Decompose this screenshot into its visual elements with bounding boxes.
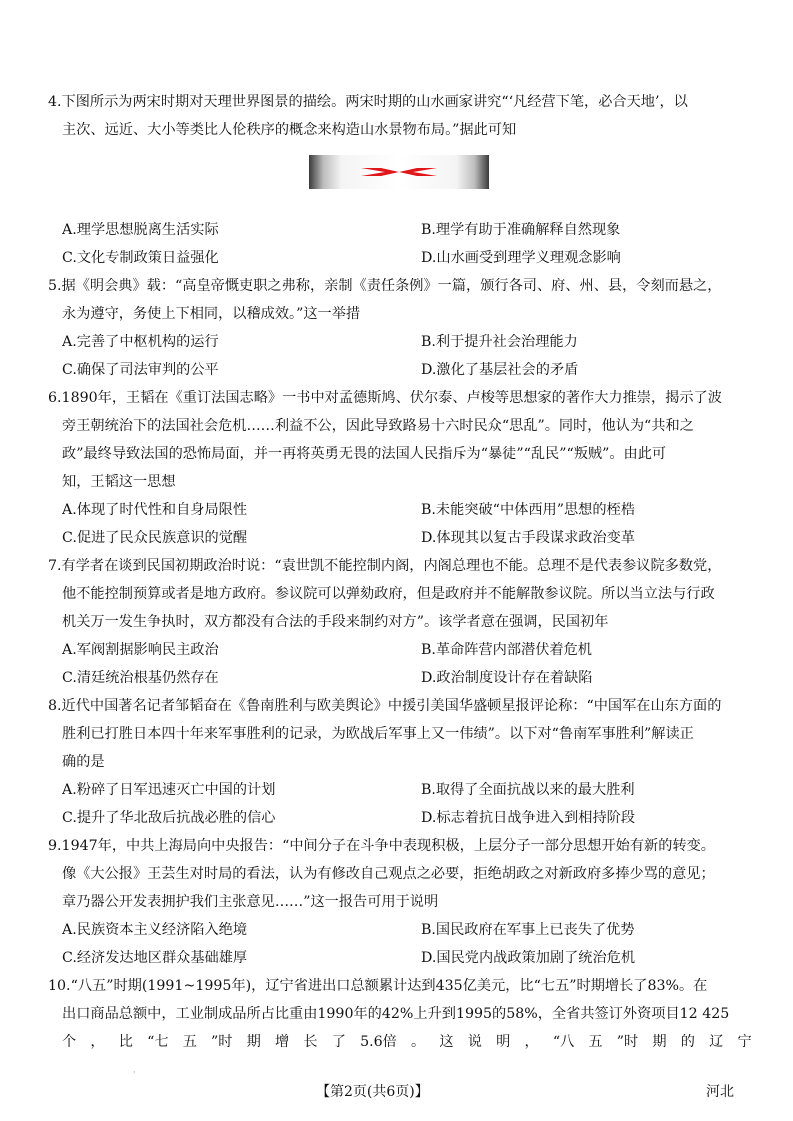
q10-line3-token: 。 bbox=[411, 1034, 426, 1050]
q10-line3-token: 这 bbox=[439, 1034, 454, 1050]
q10-line3-token: 了 bbox=[331, 1034, 346, 1050]
q10-line3-token: ， bbox=[90, 1034, 105, 1050]
q6-option-d[interactable]: D.体现其以复古手段谋求政治变革 bbox=[421, 530, 636, 546]
q7-option-d[interactable]: D.政治制度设计存在着缺陷 bbox=[421, 670, 593, 686]
q6-stem-line3: 政”最终导致法国的恐怖局面，并一再将英勇无畏的法国人民指斥为“暴徒”“乱民”“叛贼”。由此可 bbox=[62, 446, 667, 462]
q10-line3-token: 五 bbox=[588, 1034, 603, 1050]
q10-line3-token: ”时 bbox=[616, 1034, 639, 1050]
q9-option-a[interactable]: A.民族资本主义经济陷入绝境 bbox=[62, 922, 248, 938]
q8-option-d[interactable]: D.标志着抗日战争进入到相持阶段 bbox=[421, 810, 636, 826]
q4-option-b[interactable]: B.理学有助于准确解释自然现象 bbox=[421, 222, 621, 238]
q9-stem-line3: 章乃器公开发表拥护我们主张意见……”这一报告可用于说明 bbox=[62, 894, 439, 910]
q10-line3-token: 的 bbox=[680, 1034, 695, 1050]
q4-option-a[interactable]: A.理学思想脱离生活实际 bbox=[62, 222, 219, 238]
q7-option-a[interactable]: A.军阀割据影响民主政治 bbox=[62, 642, 219, 658]
page-number-footer: 【第2页(共6页)】 bbox=[316, 1084, 429, 1100]
q4-option-c[interactable]: C.文化专制政策日益强化 bbox=[62, 250, 219, 266]
q10-line3-token: 5.6倍 bbox=[360, 1034, 397, 1050]
q10-line3-token: 增 bbox=[275, 1034, 290, 1050]
q6-option-a[interactable]: A.体现了时代性和自身局限性 bbox=[62, 502, 248, 518]
q10-line3-token: 个 bbox=[62, 1034, 77, 1050]
q4-stem-line2: 主次、远近、大小等类比人伦秩序的概念来构造山水景物布局。”据此可知 bbox=[62, 122, 517, 138]
q10-stem-line2: 出口商品总额中，工业制成品所占比重由1990年的42%上升到1995的58%，全省共签订外资项目12 425 bbox=[62, 1006, 730, 1022]
q10-line3-token: 期 bbox=[246, 1034, 261, 1050]
q8-option-c[interactable]: C.提升了华北敌后抗战必胜的信心 bbox=[62, 810, 276, 826]
q5-stem-line1: 5.据《明会典》载：“高皇帝慨吏职之弗称，亲制《责任条例》一篇，颁行各司、府、州、县，令刻而悬之， bbox=[48, 278, 722, 294]
q4-option-d[interactable]: D.山水画受到理学义理观念影响 bbox=[421, 250, 621, 266]
q5-option-c[interactable]: C.确保了司法审判的公平 bbox=[62, 362, 219, 378]
q6-stem-line1: 6.1890年，王韬在《重订法国志略》一书中对孟德斯鸠、伏尔泰、卢梭等思想家的著作大力推崇，揭示了波 bbox=[48, 390, 722, 406]
q4-stem-line1: 4.下图所示为两宋时期对天理世界图景的描绘。两宋时期的山水画家讲究“‘凡经营下笔，必合天地’，以 bbox=[48, 94, 688, 110]
q7-option-c[interactable]: C.清廷统治根基仍然存在 bbox=[62, 670, 219, 686]
q6-option-b[interactable]: B.未能突破“中体西用”思想的桎梏 bbox=[421, 502, 635, 518]
q10-line3-token: 辽 bbox=[709, 1034, 724, 1050]
q6-option-c[interactable]: C.促进了民众民族意识的觉醒 bbox=[62, 530, 248, 546]
region-label: 河北 bbox=[706, 1084, 734, 1100]
q7-stem-line3: 机关万一发生争执时，双方都没有合法的手段来制约对方”。该学者意在强调，民国初年 bbox=[62, 614, 609, 630]
q6-stem-line2: 旁王朝统治下的法国社会危机……利益不公，因此导致路易十六时民众“思乱”。同时，他认为“共和之 bbox=[62, 418, 694, 434]
q10-line3-token: 比 bbox=[118, 1034, 133, 1050]
q5-stem-line2: 永为遵守，务使上下相同，以稽成效。”这一举措 bbox=[62, 306, 361, 322]
q10-stem-line1: 10.“八五”时期(1991~1995年)，辽宁省进出口总额累计达到435亿美元，比“七五”时期增长了83%。在 bbox=[48, 978, 708, 994]
q7-option-b[interactable]: B.革命阵营内部潜伏着危机 bbox=[421, 642, 592, 658]
q10-line3-token: 五 bbox=[182, 1034, 197, 1050]
q6-stem-line4: 知，王韬这一思想 bbox=[62, 474, 176, 490]
q5-option-a[interactable]: A.完善了中枢机构的运行 bbox=[62, 334, 219, 350]
q10-line3-token: “八 bbox=[552, 1034, 575, 1050]
q10-line3-token: 宁 bbox=[737, 1034, 752, 1050]
q9-option-d[interactable]: D.国民党内战政策加剧了统治危机 bbox=[421, 950, 636, 966]
q9-stem-line1: 9.1947年，中共上海局向中央报告：“中间分子在斗争中表现积极，上层分子一部分思想开始有新的转变。 bbox=[48, 838, 715, 854]
q10-stem-line3 bbox=[62, 1032, 752, 1052]
q9-option-b[interactable]: B.国民政府在军事上已丧失了优势 bbox=[421, 922, 635, 938]
q9-stem-line2: 像《大公报》王芸生对时局的看法，认为有修改自己观点之必要，拒绝胡政之对新政府多捧少骂的意见； bbox=[62, 866, 715, 882]
q10-line3-token: 明 bbox=[496, 1034, 511, 1050]
q5-option-d[interactable]: D.激化了基层社会的矛盾 bbox=[421, 362, 579, 378]
q10-line3-token: 期 bbox=[652, 1034, 667, 1050]
figure-red-cross-mark bbox=[309, 155, 489, 189]
scan-dot: · bbox=[133, 1068, 136, 1077]
q10-line3-token: ， bbox=[524, 1034, 539, 1050]
q10-line3-token: “七 bbox=[147, 1034, 169, 1050]
tianli-world-figure bbox=[309, 155, 489, 189]
q7-stem-line2: 他不能控制预算或者是地方政府。参议院可以弹劾政府，但是政府并不能解散参议院。所以当立法与行政 bbox=[62, 586, 715, 602]
q9-option-c[interactable]: C.经济发达地区群众基础雄厚 bbox=[62, 950, 248, 966]
q8-stem-line1: 8.近代中国著名记者邹韬奋在《鲁南胜利与欧美舆论》中援引美国华盛顿星报评论称：“中国军在山东方面的 bbox=[48, 698, 722, 714]
q5-option-b[interactable]: B.利于提升社会治理能力 bbox=[421, 334, 578, 350]
q7-stem-line1: 7.有学者在谈到民国初期政治时说：“袁世凯不能控制内阁，内阁总理也不能。总理不是代表参议院多数党， bbox=[48, 558, 722, 574]
q8-option-a[interactable]: A.粉碎了日军迅速灭亡中国的计划 bbox=[62, 782, 276, 798]
q8-option-b[interactable]: B.取得了全面抗战以来的最大胜利 bbox=[421, 782, 635, 798]
q10-line3-token: 说 bbox=[467, 1034, 482, 1050]
q10-line3-token: ”时 bbox=[211, 1034, 233, 1050]
q8-stem-line2: 胜利已打胜日本四十年来军事胜利的记录，为欧战后军事上又一伟绩”。以下对“鲁南军事胜利”解读正 bbox=[62, 726, 694, 742]
q8-stem-line3: 确的是 bbox=[62, 754, 105, 770]
q10-line3-token: 长 bbox=[303, 1034, 318, 1050]
